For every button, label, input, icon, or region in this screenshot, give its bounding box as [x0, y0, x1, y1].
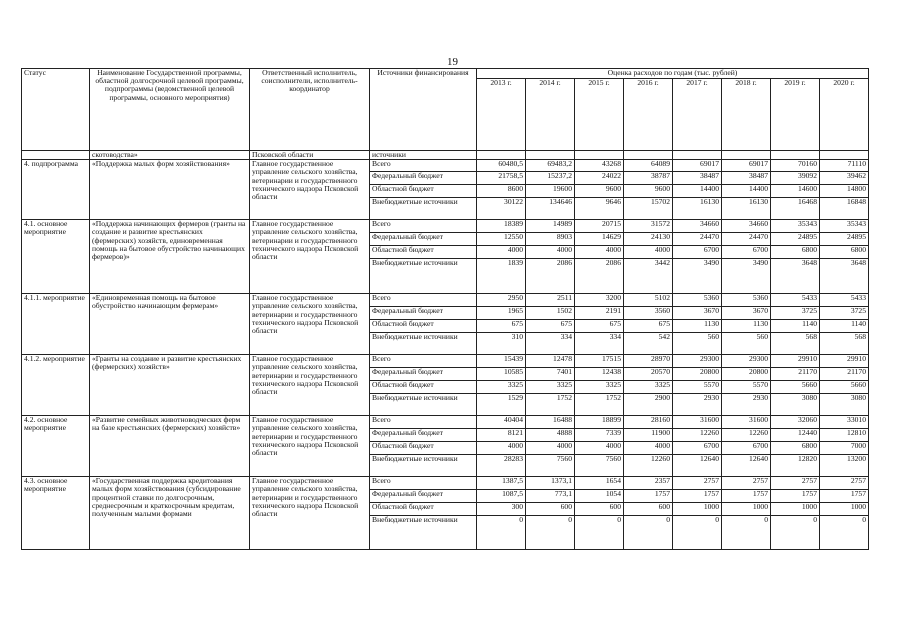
header-sources: Источники финансирования	[370, 69, 477, 151]
cell-value: 3725	[820, 307, 869, 320]
cell-value: 568	[820, 333, 869, 355]
cell-source: Федеральный бюджет	[370, 368, 477, 381]
cell-value: 14989	[526, 220, 575, 233]
cell-source: Внебюджетные источники	[370, 198, 477, 220]
cell-value: 12478	[526, 355, 575, 368]
cell-value: 43268	[575, 160, 624, 172]
cell-source: Областной бюджет	[370, 503, 477, 516]
cell-value: 4000	[477, 246, 526, 259]
cell-source: Областной бюджет	[370, 246, 477, 259]
cell-source: Внебюджетные источники	[370, 455, 477, 477]
cell-value: 4000	[575, 442, 624, 455]
cell-value: 14800	[820, 185, 869, 198]
cell-value: 600	[624, 503, 673, 516]
cell-value: 34660	[722, 220, 771, 233]
cell-value: 0	[771, 516, 820, 550]
cell-value: 4000	[526, 246, 575, 259]
cell-value: 3560	[624, 307, 673, 320]
cell-value: 14400	[722, 185, 771, 198]
cell-value: 5570	[673, 381, 722, 394]
cell-value: 20570	[624, 368, 673, 381]
cell-value: 568	[771, 333, 820, 355]
header-year: 2013 г.	[477, 79, 526, 151]
header-year: 2020 г.	[820, 79, 869, 151]
cell-value: 21170	[771, 368, 820, 381]
cell-value: 4000	[575, 246, 624, 259]
cell-value: 12440	[771, 429, 820, 442]
cell-value: 11900	[624, 429, 673, 442]
cell-value: 21758,5	[477, 172, 526, 185]
cell-value: 34660	[673, 220, 722, 233]
cell-value: 2757	[771, 477, 820, 490]
cell-value: 560	[722, 333, 771, 355]
cell-value: 24895	[820, 233, 869, 246]
cell-value: 9600	[575, 185, 624, 198]
cell-value: 1140	[820, 320, 869, 333]
cell-value: 29300	[722, 355, 771, 368]
cell-value: 1130	[673, 320, 722, 333]
cell-value: 13200	[820, 455, 869, 477]
cell-value: 675	[575, 320, 624, 333]
cell-value: 600	[575, 503, 624, 516]
cell-value: 16488	[526, 416, 575, 429]
cell-value: 0	[575, 516, 624, 550]
cell-value: 35343	[771, 220, 820, 233]
cell-status: 4.1.1. мероприятие	[22, 294, 90, 355]
cell-program: «Поддержка начинающих фермеров (гранты на создание и развитие крестьянских (фермерских) хозяйств, единовременная помощь на бытовое обустройство начинающих фермеров)»	[90, 220, 250, 294]
cell-value: 6700	[673, 442, 722, 455]
table-row	[22, 355, 869, 368]
cell-source: Федеральный бюджет	[370, 233, 477, 246]
cell-value: 334	[575, 333, 624, 355]
cell-value: 14629	[575, 233, 624, 246]
cell-source: Всего	[370, 160, 477, 172]
cell-value: 3490	[722, 259, 771, 294]
cell-program: «Единовременная помощь на бытовое обустройство начинающим фермерам»	[90, 294, 250, 355]
cell-value: 9646	[575, 198, 624, 220]
cell-source: Всего	[370, 355, 477, 368]
cell-value: 29910	[771, 355, 820, 368]
cell-value: 0	[673, 516, 722, 550]
cell-value: 32060	[771, 416, 820, 429]
carry-over-row	[22, 151, 869, 160]
cell-value: 12260	[624, 455, 673, 477]
cell-value: 773,1	[526, 490, 575, 503]
cell-value: 675	[526, 320, 575, 333]
cell-value: 7000	[820, 442, 869, 455]
cell-value: 600	[526, 503, 575, 516]
cell-value: 1654	[575, 477, 624, 490]
cell-value: 5360	[722, 294, 771, 307]
cell-source: Федеральный бюджет	[370, 172, 477, 185]
cell-value: 20800	[722, 368, 771, 381]
cell-source: Областной бюджет	[370, 381, 477, 394]
cell-value: 2086	[575, 259, 624, 294]
cell-value: 39462	[820, 172, 869, 185]
cell-value: 15237,2	[526, 172, 575, 185]
cell-value: 60480,5	[477, 160, 526, 172]
budget-table	[21, 68, 869, 550]
cell-value: 12438	[575, 368, 624, 381]
cell-value: 0	[820, 516, 869, 550]
cell-value: 2757	[820, 477, 869, 490]
cell-value: 21170	[820, 368, 869, 381]
cell-value: 24470	[673, 233, 722, 246]
header-year: 2019 г.	[771, 79, 820, 151]
cell-value: 1757	[820, 490, 869, 503]
cell-source: Областной бюджет	[370, 442, 477, 455]
cell-value: 3200	[575, 294, 624, 307]
table-row	[22, 294, 869, 307]
cell-value: 3325	[526, 381, 575, 394]
cell-value: 10585	[477, 368, 526, 381]
cell-value: 3648	[820, 259, 869, 294]
cell-executor: Главное государственное управление сельского хозяйства, ветеринарии и государственного технического надзора Псковской области	[250, 355, 370, 416]
cell-value: 1965	[477, 307, 526, 320]
cell-value: 3325	[624, 381, 673, 394]
header-status: Статус	[22, 69, 90, 151]
cell-value: 6700	[722, 442, 771, 455]
cell-value: 4000	[624, 246, 673, 259]
cell-value: 38487	[722, 172, 771, 185]
cell-value: 6800	[771, 246, 820, 259]
cell-value: 2900	[624, 394, 673, 416]
cell-value: 4888	[526, 429, 575, 442]
cell-executor: Главное государственное управление сельского хозяйства, ветеринарии и государственного технического надзора Псковской области	[250, 160, 370, 220]
cell-value: 2511	[526, 294, 575, 307]
cell-value: 1000	[673, 503, 722, 516]
cell-program: «Государственная поддержка кредитования малых форм хозяйствования (субсидирование процентной ставки по долгосрочным, среднесрочным и краткосрочным кредитам, полученным малыми формами	[90, 477, 250, 550]
cell-value: 1000	[722, 503, 771, 516]
carry-source: источники	[370, 151, 477, 160]
cell-value: 5360	[673, 294, 722, 307]
cell-value: 3648	[771, 259, 820, 294]
table-row	[22, 160, 869, 172]
cell-status: 4.3. основное мероприятие	[22, 477, 90, 550]
cell-value: 69483,2	[526, 160, 575, 172]
cell-value: 5433	[771, 294, 820, 307]
cell-value: 31572	[624, 220, 673, 233]
cell-value: 300	[477, 503, 526, 516]
cell-value: 8903	[526, 233, 575, 246]
cell-source: Федеральный бюджет	[370, 429, 477, 442]
cell-value: 12260	[722, 429, 771, 442]
table-row	[22, 477, 869, 490]
cell-value: 29910	[820, 355, 869, 368]
cell-value: 3670	[673, 307, 722, 320]
header-estimate: Оценка расходов по годам (тыс. рублей)	[477, 69, 869, 79]
cell-value: 20800	[673, 368, 722, 381]
cell-executor: Главное государственное управление сельского хозяйства, ветеринарии и государственного технического надзора Псковской области	[250, 416, 370, 477]
cell-value: 542	[624, 333, 673, 355]
cell-value: 14400	[673, 185, 722, 198]
cell-value: 12640	[722, 455, 771, 477]
cell-value: 1757	[673, 490, 722, 503]
cell-value: 12260	[673, 429, 722, 442]
cell-value: 33010	[820, 416, 869, 429]
cell-value: 18899	[575, 416, 624, 429]
cell-value: 31600	[673, 416, 722, 429]
cell-value: 3490	[673, 259, 722, 294]
cell-source: Областной бюджет	[370, 185, 477, 198]
page-number: 19	[447, 56, 458, 68]
cell-value: 1140	[771, 320, 820, 333]
cell-value: 1757	[771, 490, 820, 503]
cell-value: 7560	[526, 455, 575, 477]
cell-value: 1529	[477, 394, 526, 416]
header-executor: Ответственный исполнитель, соисполнители, исполнитель-координатор	[250, 69, 370, 151]
cell-value: 30122	[477, 198, 526, 220]
cell-value: 1000	[820, 503, 869, 516]
cell-value: 28283	[477, 455, 526, 477]
cell-value: 560	[673, 333, 722, 355]
cell-value: 38787	[624, 172, 673, 185]
cell-value: 1757	[624, 490, 673, 503]
cell-value: 71110	[820, 160, 869, 172]
cell-value: 2930	[722, 394, 771, 416]
cell-value: 4000	[624, 442, 673, 455]
cell-source: Всего	[370, 294, 477, 307]
cell-value: 15702	[624, 198, 673, 220]
cell-value: 24895	[771, 233, 820, 246]
cell-value: 39092	[771, 172, 820, 185]
cell-value: 334	[526, 333, 575, 355]
cell-value: 40404	[477, 416, 526, 429]
cell-value: 35343	[820, 220, 869, 233]
carry-status	[22, 151, 90, 160]
cell-program: «Развитие семейных животноводческих ферм на базе крестьянских (фермерских) хозяйств»	[90, 416, 250, 477]
cell-value: 2757	[673, 477, 722, 490]
cell-value: 17515	[575, 355, 624, 368]
cell-value: 28970	[624, 355, 673, 368]
cell-value: 3325	[477, 381, 526, 394]
cell-value: 7560	[575, 455, 624, 477]
cell-value: 24130	[624, 233, 673, 246]
cell-value: 2930	[673, 394, 722, 416]
cell-value: 0	[624, 516, 673, 550]
carry-executor: Псковской области	[250, 151, 370, 160]
cell-value: 6700	[722, 246, 771, 259]
cell-status: 4. подпрограмма	[22, 160, 90, 220]
cell-value: 5660	[771, 381, 820, 394]
cell-value: 0	[477, 516, 526, 550]
cell-value: 18389	[477, 220, 526, 233]
cell-value: 12810	[820, 429, 869, 442]
cell-value: 6700	[673, 246, 722, 259]
cell-value: 70160	[771, 160, 820, 172]
cell-value: 16130	[673, 198, 722, 220]
header-year: 2014 г.	[526, 79, 575, 151]
cell-value: 1130	[722, 320, 771, 333]
header-program: Наименование Государственной программы, областной долгосрочной целевой программы, подпрограммы (ведомственной целевой программы, основного мероприятия)	[90, 69, 250, 151]
cell-value: 9600	[624, 185, 673, 198]
cell-value: 675	[477, 320, 526, 333]
cell-value: 5102	[624, 294, 673, 307]
cell-program: «Гранты на создание и развитие крестьянских (фермерских) хозяйств»	[90, 355, 250, 416]
cell-value: 24022	[575, 172, 624, 185]
cell-executor: Главное государственное управление сельского хозяйства, ветеринарии и государственного технического надзора Псковской области	[250, 477, 370, 550]
cell-value: 38487	[673, 172, 722, 185]
header-year: 2016 г.	[624, 79, 673, 151]
cell-source: Всего	[370, 416, 477, 429]
cell-value: 1752	[526, 394, 575, 416]
cell-value: 1757	[722, 490, 771, 503]
cell-value: 69017	[673, 160, 722, 172]
cell-value: 6800	[771, 442, 820, 455]
header-year: 2015 г.	[575, 79, 624, 151]
cell-value: 1387,5	[477, 477, 526, 490]
cell-value: 12820	[771, 455, 820, 477]
cell-value: 3325	[575, 381, 624, 394]
cell-value: 8600	[477, 185, 526, 198]
cell-program: «Поддержка малых форм хозяйствования»	[90, 160, 250, 220]
cell-value: 5570	[722, 381, 771, 394]
cell-value: 15439	[477, 355, 526, 368]
cell-value: 7401	[526, 368, 575, 381]
cell-value: 69017	[722, 160, 771, 172]
cell-value: 3442	[624, 259, 673, 294]
cell-value: 12640	[673, 455, 722, 477]
cell-value: 2950	[477, 294, 526, 307]
cell-value: 3670	[722, 307, 771, 320]
cell-value: 8121	[477, 429, 526, 442]
carry-program: скотоводства»	[90, 151, 250, 160]
cell-value: 1502	[526, 307, 575, 320]
cell-value: 4000	[526, 442, 575, 455]
cell-source: Федеральный бюджет	[370, 490, 477, 503]
cell-value: 7339	[575, 429, 624, 442]
cell-executor: Главное государственное управление сельского хозяйства, ветеринарии и государственного технического надзора Псковской области	[250, 220, 370, 294]
cell-value: 16130	[722, 198, 771, 220]
cell-value: 4000	[477, 442, 526, 455]
cell-value: 1087,5	[477, 490, 526, 503]
cell-value: 310	[477, 333, 526, 355]
cell-value: 2191	[575, 307, 624, 320]
cell-value: 16848	[820, 198, 869, 220]
cell-value: 1373,1	[526, 477, 575, 490]
cell-value: 3080	[820, 394, 869, 416]
cell-source: Федеральный бюджет	[370, 307, 477, 320]
cell-source: Внебюджетные источники	[370, 333, 477, 355]
cell-executor: Главное государственное управление сельского хозяйства, ветеринарии и государственного технического надзора Псковской области	[250, 294, 370, 355]
table-row	[22, 416, 869, 429]
header-year: 2018 г.	[722, 79, 771, 151]
cell-value: 134646	[526, 198, 575, 220]
cell-status: 4.1. основное мероприятие	[22, 220, 90, 294]
cell-value: 2357	[624, 477, 673, 490]
header-year: 2017 г.	[673, 79, 722, 151]
cell-value: 3080	[771, 394, 820, 416]
cell-source: Внебюджетные источники	[370, 259, 477, 294]
cell-value: 2086	[526, 259, 575, 294]
cell-value: 16468	[771, 198, 820, 220]
cell-value: 0	[722, 516, 771, 550]
cell-source: Областной бюджет	[370, 320, 477, 333]
cell-value: 64089	[624, 160, 673, 172]
cell-value: 24470	[722, 233, 771, 246]
cell-source: Всего	[370, 220, 477, 233]
table-row	[22, 220, 869, 233]
cell-value: 5433	[820, 294, 869, 307]
cell-source: Внебюджетные источники	[370, 394, 477, 416]
cell-source: Всего	[370, 477, 477, 490]
cell-value: 1000	[771, 503, 820, 516]
cell-value: 14600	[771, 185, 820, 198]
cell-value: 3725	[771, 307, 820, 320]
cell-value: 31600	[722, 416, 771, 429]
cell-value: 1839	[477, 259, 526, 294]
cell-status: 4.2. основное мероприятие	[22, 416, 90, 477]
cell-value: 20715	[575, 220, 624, 233]
cell-value: 1054	[575, 490, 624, 503]
cell-source: Внебюджетные источники	[370, 516, 477, 550]
cell-value: 19600	[526, 185, 575, 198]
cell-value: 0	[526, 516, 575, 550]
cell-value: 1752	[575, 394, 624, 416]
cell-status: 4.1.2. мероприятие	[22, 355, 90, 416]
cell-value: 12550	[477, 233, 526, 246]
cell-value: 675	[624, 320, 673, 333]
cell-value: 6800	[820, 246, 869, 259]
cell-value: 2757	[722, 477, 771, 490]
cell-value: 28160	[624, 416, 673, 429]
cell-value: 5660	[820, 381, 869, 394]
cell-value: 29300	[673, 355, 722, 368]
